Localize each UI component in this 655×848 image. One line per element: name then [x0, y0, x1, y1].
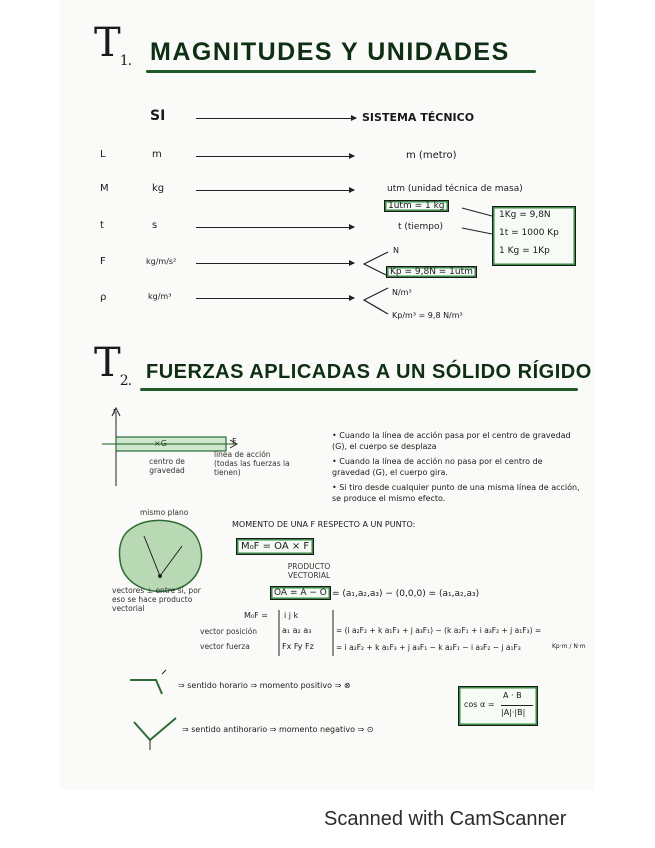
header-tecnico: SISTEMA TÉCNICO [362, 111, 475, 124]
camscanner-footer: Scanned with CamScanner [324, 808, 567, 830]
horario-text: ⇒ sentido horario ⇒ momento positivo ⇒ ⊗ [178, 681, 351, 690]
f-arrow-label: F [232, 437, 237, 446]
det-line-1: = (i a₂F₂ + k a₁F₃ + j a₃F₁) − (k a₂F₁ + i a₃F₂ + j a₁F₃) = [336, 626, 542, 635]
clockwise-diagram [126, 668, 176, 698]
axis-f-label: F [113, 408, 118, 416]
tec-t: t (tiempo) [398, 222, 443, 232]
det-line-2: = i a₂F₂ + k a₁F₃ + j a₃F₁ − k a₂F₁ − i a₃F₂ − j a₁F₃ [336, 643, 521, 652]
arrow-M [196, 190, 354, 191]
kp-box: Kp = 9,8N = 1utm [386, 266, 477, 278]
cos-formula-box [458, 686, 538, 726]
bullet-item: • Cuando la línea de acción no pasa por el centro de gravedad (G), el cuerpo gira. [332, 457, 543, 477]
anticlockwise-diagram [128, 712, 184, 752]
arrow-F [196, 263, 354, 264]
header-arrow [196, 118, 356, 119]
ijk-row: i j k [284, 611, 299, 620]
mag-M: M [100, 183, 109, 194]
mof-label: M₀F = [244, 611, 268, 620]
arrow-t [196, 227, 354, 228]
si-L: m [152, 149, 162, 160]
bullet-item: • Cuando la línea de acción pasa por el centro de gravedad (G), el cuerpo se desplaza [332, 431, 571, 451]
momento-formula-box: M₀F = OA × F [236, 538, 314, 555]
rigid-bar-diagram [100, 404, 240, 490]
tec-rho-2: Kp/m³ = 9,8 N/m³ [392, 311, 463, 320]
det-unit: Kp·m / N·m [552, 643, 586, 650]
t1-title-underline [146, 70, 536, 73]
vector-posicion-label: vector posición [200, 627, 258, 636]
equiv-3: 1 Kg = 1Kp [499, 246, 550, 256]
cos-label: cos α = [464, 700, 495, 709]
si-F: kg/m/s² [146, 257, 177, 266]
tec-rho-1: N/m³ [392, 288, 412, 297]
equiv-1: 1Kg = 9,8N [499, 210, 551, 220]
mag-L: L [100, 149, 106, 160]
a-row: a₁ a₂ a₃ [282, 626, 312, 635]
si-t: s [152, 220, 158, 231]
cg-mark: ×G [154, 439, 167, 448]
equivalence-box [492, 206, 576, 266]
bullet-list [332, 430, 580, 504]
tec-L: m (metro) [406, 150, 457, 161]
antihorario-text: ⇒ sentido antihorario ⇒ momento negativo ⇒ ⊙ [182, 725, 374, 734]
determinant-bars [277, 608, 335, 658]
mismo-plano-label: mismo plano [140, 508, 189, 517]
producto-vectorial-label: PRODUCTO VECTORIAL [287, 562, 331, 580]
bullet-item: • Si tiro desde cualquier punto de una misma línea de acción, se produce el mismo efecto. [332, 483, 580, 503]
mag-rho: ρ [100, 292, 107, 303]
header-si: SI [150, 108, 166, 124]
utm-box: 1utm = 1 kg [384, 200, 449, 212]
solid-blob-diagram [112, 516, 212, 596]
equiv-bracket [460, 206, 494, 246]
arrow-rho [196, 298, 354, 299]
cos-denominator: |A|·|B| [501, 708, 526, 717]
oa-box: OA = A − O [270, 586, 331, 600]
t1-number: $T_{1.}$ [94, 20, 132, 69]
t2-number: $T_{2.}$ [94, 340, 132, 389]
si-M: kg [152, 183, 165, 194]
linea-accion-label: línea de acción (todas las fuerzas la tienen) [214, 450, 290, 477]
equiv-2: 1t = 1000 Kp [499, 228, 559, 238]
t2-title-underline [140, 388, 578, 391]
tec-F: N [393, 246, 399, 255]
vector-fuerza-label: vector fuerza [200, 642, 250, 651]
oa-equation: = (a₁,a₂,a₃) − (0,0,0) = (a₁,a₂,a₃) [332, 589, 480, 599]
mag-t: t [100, 220, 104, 231]
cos-numerator: A · B [503, 691, 522, 700]
centro-gravedad-label: centro de gravedad [149, 457, 185, 475]
vectores-note: vectores ⊥ entre sí, por eso se hace producto vectorial [112, 586, 201, 613]
arrow-L [196, 156, 354, 157]
t2-title: FUERZAS APLICADAS A UN SÓLIDO RÍGIDO [146, 361, 592, 383]
f-row: Fx Fy Fz [282, 642, 314, 651]
momento-title: MOMENTO DE UNA F RESPECTO A UN PUNTO: [232, 520, 416, 529]
mag-F: F [100, 256, 106, 267]
tec-M: utm (unidad técnica de masa) [387, 184, 523, 194]
branch-rho [360, 284, 390, 318]
cos-fraction-bar [501, 705, 533, 706]
t1-title: MAGNITUDES Y UNIDADES [150, 38, 510, 66]
si-rho: kg/m³ [148, 292, 172, 301]
